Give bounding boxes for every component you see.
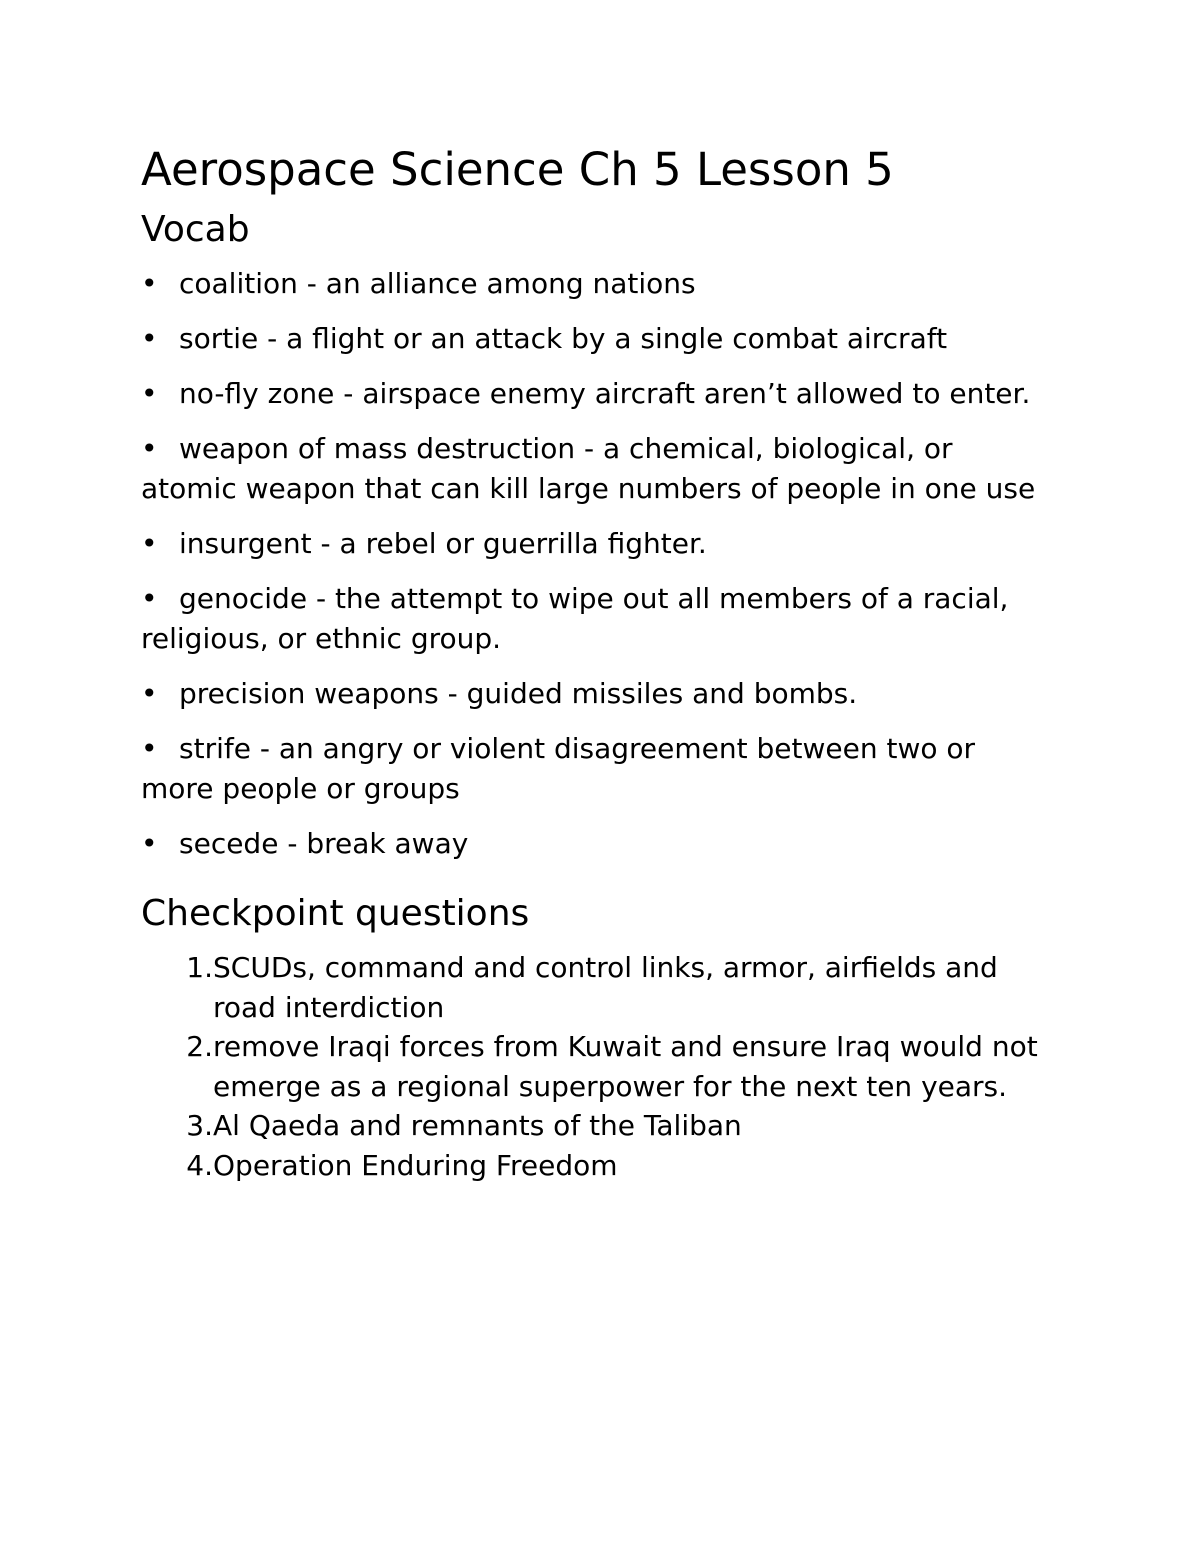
vocab-item xyxy=(141,579,1061,659)
checkpoint-answer: remove Iraqi forces from Kuwait and ensure Iraq would not emerge as a regional superpower for the next ten years. xyxy=(213,1030,1038,1103)
bullet-icon: • xyxy=(141,732,158,765)
checkpoint-item xyxy=(141,948,1061,1027)
vocab-item xyxy=(141,824,1061,864)
vocab-item-text: genocide - the attempt to wipe out all members of a racial, religious, or ethnic group. xyxy=(141,582,1009,655)
checkpoint-answer: Operation Enduring Freedom xyxy=(213,1148,618,1182)
checkpoint-number: 3. xyxy=(186,1109,213,1142)
bullet-icon: • xyxy=(141,322,158,355)
vocab-item xyxy=(141,674,1061,714)
vocab-item xyxy=(141,524,1061,564)
vocab-item-text: precision weapons - guided missiles and bombs. xyxy=(179,677,858,710)
vocab-item-text: insurgent - a rebel or guerrilla fighter. xyxy=(179,527,707,560)
checkpoint-list xyxy=(141,948,1061,1185)
checkpoint-item xyxy=(141,1027,1061,1106)
vocab-list xyxy=(141,264,1061,864)
bullet-icon: • xyxy=(141,527,158,560)
vocab-item-text: no-fly zone - airspace enemy aircraft aren’t allowed to enter. xyxy=(179,377,1031,410)
checkpoint-answer: Al Qaeda and remnants of the Taliban xyxy=(213,1109,742,1142)
document-page xyxy=(141,140,1061,1185)
vocab-item-text: sortie - a flight or an attack by a single combat aircraft xyxy=(179,322,948,355)
checkpoint-number: 4. xyxy=(186,1148,213,1182)
vocab-heading: Vocab xyxy=(141,209,250,250)
checkpoint-number: 1. xyxy=(186,951,213,984)
vocab-item xyxy=(141,729,1061,809)
checkpoint-number: 2. xyxy=(186,1030,213,1063)
vocab-item xyxy=(141,374,1061,414)
checkpoint-item xyxy=(141,1146,1061,1186)
vocab-item xyxy=(141,319,1061,359)
bullet-icon: • xyxy=(141,432,158,465)
bullet-icon: • xyxy=(141,582,158,615)
vocab-item-text: secede - break away xyxy=(179,827,469,860)
bullet-icon: • xyxy=(141,677,158,710)
vocab-item-text: weapon of mass destruction - a chemical, biological, or atomic weapon that can kill large numbers of people in one use xyxy=(141,432,1036,505)
checkpoint-heading: Checkpoint questions xyxy=(141,893,530,934)
vocab-item xyxy=(141,429,1061,509)
vocab-item-text: strife - an angry or violent disagreement between two or more people or groups xyxy=(141,732,976,805)
bullet-icon: • xyxy=(141,377,158,410)
vocab-item-text: coalition - an alliance among nations xyxy=(179,267,696,300)
bullet-icon: • xyxy=(141,267,158,300)
vocab-item xyxy=(141,264,1061,304)
document-title: Aerospace Science Ch 5 Lesson 5 xyxy=(141,143,894,196)
checkpoint-answer: SCUDs, command and control links, armor, airfields and road interdiction xyxy=(213,951,998,1024)
checkpoint-item xyxy=(141,1106,1061,1146)
bullet-icon: • xyxy=(141,827,158,860)
